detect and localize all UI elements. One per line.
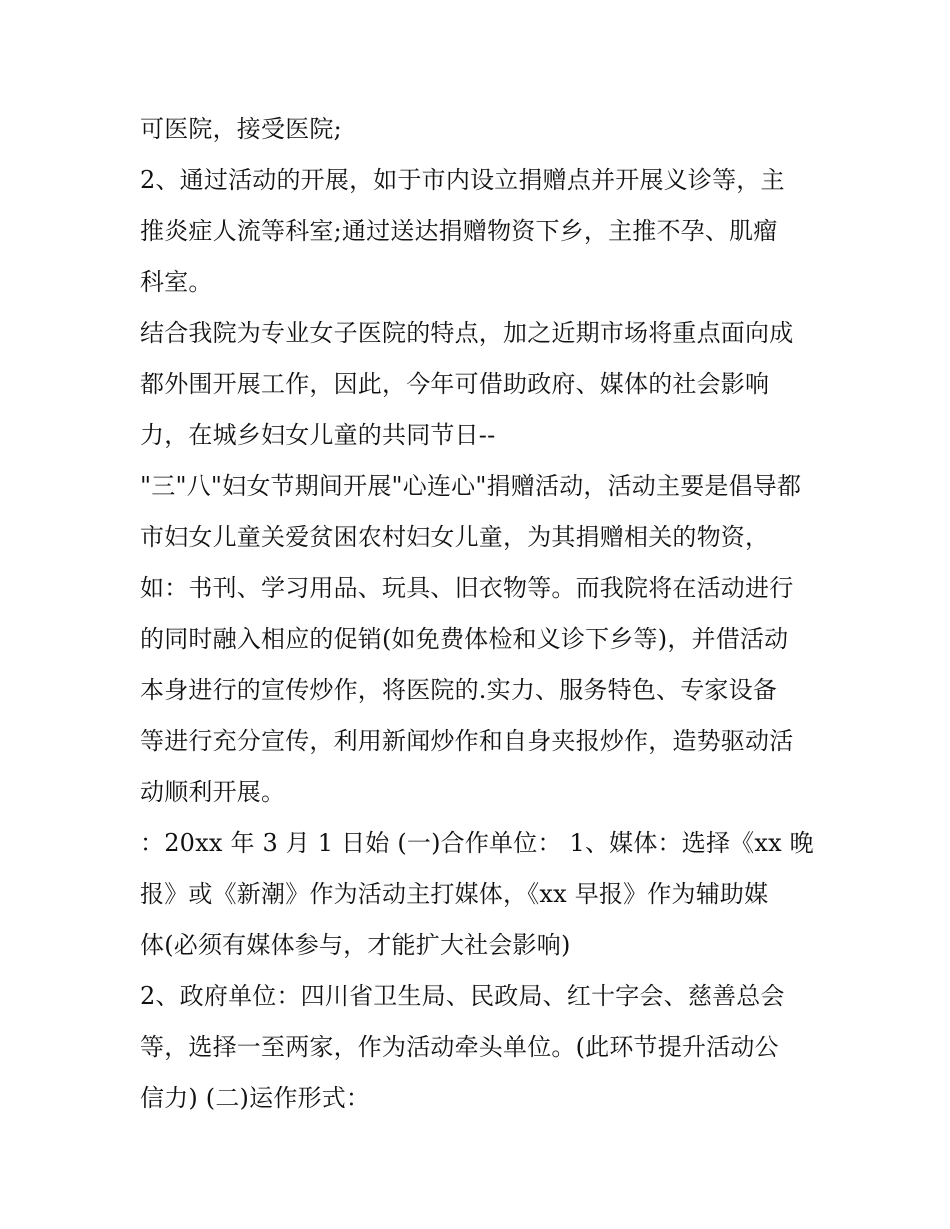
text-line: 结合我院为专业女子医院的特点，加之近期市场将重点面向成 <box>140 319 794 347</box>
text-line: 的同时融入相应的促销(如免费体检和义诊下乡等)，并借活动 <box>140 625 789 653</box>
text-line: 科室。 <box>140 268 213 296</box>
text-line: 推炎症人流等科室;通过送达捐赠物资下乡，主推不孕、肌瘤 <box>140 217 778 245</box>
text-line: 信力) (二)运作形式： <box>140 1084 371 1112</box>
text-line: "三"八"妇女节期间开展"心连心"捐赠活动，活动主要是倡导都 <box>140 472 802 500</box>
text-line: 如：书刊、学习用品、玩具、旧衣物等。而我院将在活动进行 <box>140 574 794 602</box>
text-line: 力，在城乡妇女儿童的共同节日-- <box>140 421 496 449</box>
text-line: 都外围开展工作，因此，今年可借助政府、媒体的社会影响 <box>140 370 770 398</box>
text-line: 可医院，接受医院; <box>140 115 342 143</box>
text-line: 体(必须有媒体参与，才能扩大社会影响) <box>140 931 571 959</box>
text-line: ：20xx 年 3 月 1 日始 (一)合作单位： 1、媒体：选择《xx 晚 <box>140 829 814 857</box>
text-line: 报》或《新潮》作为活动主打媒体，《xx 早报》作为辅助媒 <box>140 880 769 908</box>
text-line: 动顺利开展。 <box>140 778 286 806</box>
document-body <box>140 104 820 1124</box>
text-line: 市妇女儿童关爱贫困农村妇女儿童，为其捐赠相关的物资， <box>140 523 770 551</box>
text-line: 等，选择一至两家，作为活动牵头单位。(此环节提升活动公 <box>140 1033 779 1061</box>
text-line: 2、通过活动的开展，如于市内设立捐赠点并开展义诊等，主 <box>140 166 785 194</box>
text-line: 等进行充分宣传，利用新闻炒作和自身夹报炒作，造势驱动活 <box>140 727 794 755</box>
text-line: 本身进行的宣传炒作，将医院的.实力、服务特色、专家设备 <box>140 676 778 704</box>
text-line: 2、政府单位：四川省卫生局、民政局、红十字会、慈善总会 <box>140 982 785 1010</box>
